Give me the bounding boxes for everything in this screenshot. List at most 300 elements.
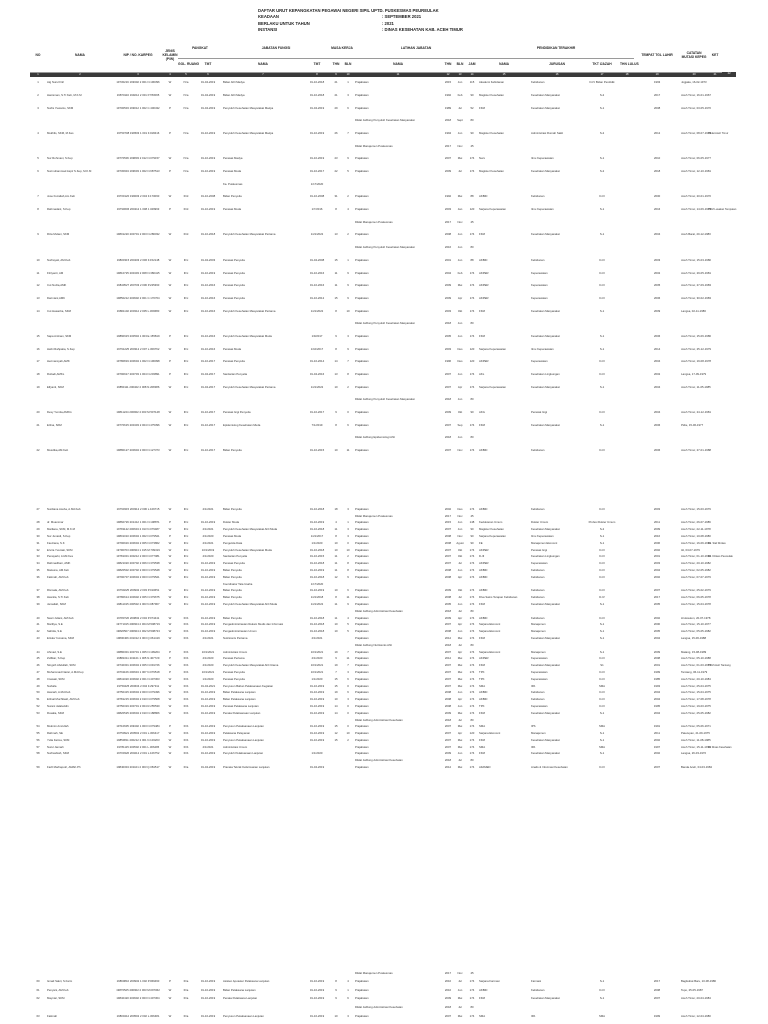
cell-latihan-thn: 2018 [444,397,452,402]
table-row [30,669,736,676]
table-row [30,203,736,216]
cell-nama: Hermansyah,AMK [47,359,70,364]
cell-nama: Cut Nurlia,AMK [47,283,67,288]
cell-tmt: 01-10-2019 [200,574,216,579]
cell-gol: III/b [183,622,189,627]
cell-jabatan-tmt: 01-10-2008 [309,194,325,199]
cell-ket [722,102,736,115]
cell-masa-bln: 3 [347,533,349,538]
cell-jabatan: Perawat Penyelia [223,669,245,674]
cell-jenis-kelamin: W [168,1013,172,1018]
cell-pendidikan: AKPER [479,561,489,566]
cell-spacer [620,601,634,608]
cell-pendidikan: AKPER [479,656,489,661]
cell-tmt: 01-10-2019 [200,731,216,736]
cell-no: 62 [36,996,40,1001]
cell-spacer [620,419,634,432]
cell-tmt [194,432,222,445]
cell-tahun-lulus [634,969,680,978]
cell-tahun-lulus: 2008 [653,656,661,661]
cell-ket [722,216,736,229]
cell-tempat-lahir: Aceh Timur, 30-02-1983 [681,295,711,300]
cell-nama: dr. Muammar [47,520,64,525]
cell-tmt: 01-10-2019 [200,724,216,729]
cell-jabatan-tmt: 1/21/2022 [310,308,324,313]
cell-jabatan: Perawat Penyelia [223,257,245,262]
cell-no: 35 [36,567,40,572]
cell-tahun-lulus: 2004 [653,710,661,715]
table-row [30,356,736,369]
cell-jenis-kelamin: P [169,207,171,212]
cell-latihan-jam: 174 [469,506,475,511]
cell-nip: 19811224 200902 2 003 M.507148 [116,410,160,415]
cell-masa-thn: 19 [334,649,338,654]
cell-tingkat: D-III [599,554,605,559]
cell-latihan-thn: 2017 [444,970,452,975]
table-row [30,216,736,229]
cell-masa-bln: 6 [347,422,349,427]
cell-latihan: Prajabatan [355,751,369,756]
cell-masa-thn: 10 [334,1013,338,1018]
cell-tahun-lulus: 2017 [653,92,661,97]
cell-tempat-lahir [680,642,708,649]
cell-nama: Hasnah, A.Md.Keb [47,690,71,695]
cell-latihan: Diklat Jabfung Administrasi Kesehatan [355,717,403,722]
column-number: 8 [304,72,330,77]
cell-jurusan: IPS [531,724,536,729]
cell-gol: IV/a [183,80,189,85]
cell-latihan: Diklat Manajemen Puskesmas [355,513,393,518]
cell-jabatan: Bidan Pelaksana Lanjutan [223,987,256,992]
cell-gol: III/c [183,359,189,364]
table-row [30,343,736,356]
cell-pendidikan: Diva Sains Terapan Kebidanan [479,595,518,600]
cell-gol [178,115,194,128]
cell-masa-bln: 0 [347,683,349,688]
cell-latihan-bln: Mei [457,156,463,161]
cell-catatan: Diklat Aceh Timur [708,132,729,136]
cell-tempat-lahir: Langsa, 15-06-1988 [681,635,707,640]
cell-pendidikan [478,318,530,331]
cell-latihan-bln [454,581,466,588]
cell-tingkat: S-1 [599,105,605,110]
cell-pendidikan: AKG [479,410,485,415]
cell-tmt: 01-10-2019 [200,979,216,984]
cell-jabatan-tmt: 01-10-2018 [309,547,325,552]
cell-latihan-bln: Mei [457,683,463,688]
cell-latihan: Prajabatan [355,506,369,511]
col-header-gol: GOL. RUANG [178,58,194,72]
cell-masa-thn: 10 [334,547,338,552]
document-header [258,8,542,33]
cell-jabatan-tmt [304,216,330,229]
cell-no: 1 [37,80,39,85]
cell-nip: 19790707 200604 2 003 N.079521 [116,574,160,579]
cell-jurusan: Dokter Umum [531,520,549,525]
cell-jabatan [222,717,304,724]
cell-tempat-lahir: Aceh Timur, 15-06-1986 [681,333,711,338]
cell-latihan-thn: 2008 [444,574,452,579]
cell-tmt: 01-10-2017 [200,422,216,427]
cell-no: 38 [36,595,40,600]
cell-gol: III/b [183,656,189,661]
cell-tmt: 01-10-2019 [200,703,216,708]
cell-jabatan-tmt: 1/17/2020 [310,581,324,586]
cell-nama [46,241,114,254]
cell-no: 45 [36,656,40,661]
cell-tempat-lahir: Aceh Timur, 05-05-1982 [681,629,711,634]
cell-tempat-lahir: Langsa, 02-11-1986 [681,308,706,313]
cell-latihan-jam: 88 [470,257,474,262]
cell-catatan [708,368,722,381]
cell-tingkat: D-III [599,676,605,681]
cell-nip: 19791225 200312 2 007 L.309762 [116,346,160,351]
cell-tingkat: SMA [598,724,606,729]
cell-masa-thn: 7 [335,669,337,674]
cell-ket [722,757,736,764]
cell-tempat-lahir: Aceh Timur, 11-08-1985 [681,737,711,742]
cell-masa-bln: 9 [347,156,349,161]
cell-jabatan: Bidan Penyelia [223,506,242,511]
cell-latihan-thn: 2007 [444,561,452,566]
cell-latihan: Prajabatan [355,601,369,606]
cell-tahun-lulus [634,642,680,649]
table-row [30,690,736,697]
cell-tmt: 10/1/2019 [201,547,215,552]
cell-latihan: Prajabatan [355,996,369,1001]
cell-spacer [620,635,634,642]
cell-masa-thn: 12 [334,731,338,736]
cell-catatan [708,986,722,995]
cell-tempat-lahir [680,178,708,191]
cell-latihan-jam: 45 [470,219,474,224]
cell-jabatan: Penata Pelaksana Lanjutan [223,996,258,1001]
cell-latihan: Prajabatan [355,656,369,661]
table-row [30,280,736,293]
cell-masa-thn: 10 [334,622,338,627]
cell-jenis-kelamin [162,1003,178,1012]
cell-spacer [620,520,634,527]
cell-nama: Yulia Fatma, SKM [47,737,70,742]
cell-latihan-thn: 2008 [444,703,452,708]
col-header-tmt: TMT [194,58,222,72]
cell-ket [722,978,736,987]
cell-masa-thn: 26 [334,130,338,135]
cell-nip: 19840527 200703 2 006 P.225360 [116,283,160,288]
cell-ket [722,444,736,457]
col-header-jab-nama: NAMA [222,58,304,72]
cell-jenis-kelamin [162,757,178,764]
cell-gol [178,969,194,978]
cell-catatan [708,635,722,642]
cell-masa-thn [330,608,342,615]
cell-ket [722,115,736,128]
cell-jenis-kelamin [162,642,178,649]
document-page-2 [0,500,768,902]
cell-latihan-jam: 174 [469,690,475,695]
cell-masa-thn [330,178,342,191]
cell-jabatan: Perawat Pelaksana Lanjutan [223,703,259,708]
cell-tempat-lahir: Aceh Timur, 12-10-1981 [681,169,711,174]
cell-nip: 19820507 200604 2 002 M.508723 [116,629,160,634]
cell-gol: III/c [183,422,189,427]
cell-tingkat: S-1 [599,751,605,756]
cell-tingkat [584,608,620,615]
cell-latihan-thn: 2018 [444,321,452,326]
cell-catatan [708,547,722,554]
cell-catatan [708,717,722,724]
cell-latihan: Prajabatan [355,690,369,695]
cell-tahun-lulus: 2005 [653,283,661,288]
cell-latihan: Prajabatan [355,283,369,288]
cell-latihan-jam: 174 [469,308,475,313]
cell-ket [722,969,736,978]
cell-nip [114,1003,162,1012]
cell-latihan-bln: Jun [457,703,463,708]
cell-tempat-lahir [680,394,708,407]
cell-catatan [708,241,722,254]
cell-latihan-jam: 174 [469,629,475,634]
cell-jurusan: Kesehatan Masyarakat [531,601,560,606]
cell-latihan-bln: Mei [457,194,463,199]
cell-tempat-lahir: Aceh Timur, 22-11-1978 [681,527,711,532]
cell-jenis-kelamin: W [168,987,172,992]
cell-ket [722,683,736,690]
cell-catatan [708,642,722,649]
cell-nip [114,216,162,229]
cell-latihan-thn: 2007 [444,669,452,674]
cell-gol [178,581,194,588]
cell-latihan-thn: 2009 [444,710,452,715]
cell-latihan-bln: Jun [457,520,463,525]
cell-pendidikan [478,178,530,191]
cell-masa-bln: 2 [347,232,349,237]
cell-nama: Rahmah, SE [47,731,63,736]
cell-nama: Penayarki, A.Md.Kes [47,554,73,559]
cell-latihan: Diklat Manajemen Puskesmas [355,970,393,975]
table-row [30,318,736,331]
cell-masa-thn: 8 [335,346,337,351]
cell-gol: III/b [183,683,189,688]
cell-no: 9 [37,232,39,237]
cell-nama [46,115,114,128]
cell-gol: III/c [183,595,189,600]
cell-pendidikan: AKPER [479,295,489,300]
cell-jenis-kelamin [162,178,178,191]
cell-latihan-jam: 45 [470,143,474,148]
cell-tahun-lulus: 2004 [653,232,661,237]
cell-latihan-thn: 1992 [444,92,452,97]
cell-ket [722,419,736,432]
cell-tahun-lulus: 2002 [653,751,661,756]
cell-latihan-jam: 174 [469,232,475,237]
cell-pendidikan [478,394,530,407]
cell-latihan-jam: 45 [470,970,474,975]
cell-latihan-bln: Apr [457,697,463,702]
cell-gol [178,717,194,724]
cell-latihan: Prajabatan [355,270,369,275]
cell-nip [114,318,162,331]
cell-tahun-lulus: 2002 [653,574,661,579]
cell-latihan-thn: 2015 [444,80,452,85]
cell-nama: Erlina, SKM [47,422,62,427]
cell-latihan-thn: 1994 [444,130,452,135]
cell-ket [722,520,736,527]
cell-ket [722,995,736,1004]
cell-latihan-bln: Mei [457,283,463,288]
cell-jabatan-tmt: 01-10-2016 [309,283,325,288]
cell-spacer [620,683,634,690]
cell-nip: 19810725 200403 2 008 N.380415 [116,270,160,275]
cell-jabatan-tmt [304,394,330,407]
cell-tempat-lahir: Aceh Timur, 15-11-1978 [681,744,711,749]
cell-jabatan-tmt: 1/1/2020 [311,751,323,756]
cell-jurusan: Kesehatan Masyarakat [531,663,560,668]
cell-pendidikan: FE [479,540,483,545]
cell-jurusan: Kesehatan Lingkungan [531,554,560,559]
cell-pendidikan [478,642,530,649]
cell-tingkat: SMA [598,744,606,749]
cell-jabatan: Penyusun Pelaksanaan Lanjutan [223,724,264,729]
col-header-masa-kerja: MASA KERJA [330,40,354,58]
cell-jabatan-tmt: 10/1/2021 [310,669,324,674]
cell-jurusan: Keperawatan [531,270,548,275]
cell-jabatan-tmt: 01-10-2019 [309,567,325,572]
cell-nama: Fatimah [47,1013,58,1018]
cell-nip [114,140,162,153]
cell-masa-bln [342,744,354,751]
cell-tmt: 01-04-2019 [200,105,216,110]
cell-pendidikan: Sarjana Keperawatan [479,346,506,351]
cell-jurusan: Ilmu Keperawatan [531,207,554,212]
cell-masa-thn: 18 [334,506,338,511]
cell-tahun-lulus [634,717,680,724]
cell-catatan [708,513,722,520]
cell-latihan-jam: 174 [469,615,475,620]
cell-no: 7 [37,194,39,199]
cell-jabatan-tmt: 10/1/2021 [310,649,324,654]
cell-latihan-thn: 2007 [444,676,452,681]
cell-masa-bln [342,764,354,771]
cell-spacer [620,730,634,737]
cell-jabatan: Penata Pelaksanaan Lanjutan [223,710,261,715]
cell-latihan-thn: 2007 [444,744,452,749]
cell-tahun-lulus: 2002 [653,270,661,275]
cell-latihan-bln: Nov [457,513,463,518]
cell-nama [46,757,114,764]
cell-jurusan: Keperawatan [531,669,548,674]
cell-nama: Hanisman, S.Tr.Keb, M.K.M [47,92,82,97]
cell-pendidikan: AKPER [479,359,489,364]
cell-tempat-lahir [680,717,708,724]
cell-no: 19 [36,384,40,389]
cell-tingkat: S-1 [599,710,605,715]
cell-spacer [620,127,634,140]
cell-spacer [620,241,634,254]
cell-jenis-kelamin: W [168,622,172,627]
cell-nama: Fazil Marhaputri, AMAK.Ph [47,765,81,770]
cell-nip [114,581,162,588]
cell-pendidikan: FKM [479,751,485,756]
cell-nip: 19780614 200902 2 005 N.379675 [116,595,160,600]
cell-tingkat: S-1 [599,384,605,389]
cell-latihan-jam: 174 [469,656,475,661]
cell-latihan-jam: 174 [469,156,475,161]
cell-nama: Mukmin Amrullah [47,724,69,729]
cell-pendidikan [478,969,530,978]
cell-nip: 19781215 200604 2 010 N.079508 [116,697,160,702]
cell-tahun-lulus [634,140,680,153]
cell-nip: 19781122 200604 2 013 N.079487 [116,527,160,532]
cell-jabatan [222,969,304,978]
cell-tmt: 01-10-2019 [200,1013,216,1018]
cell-tmt: 4/1/2020 [202,656,214,661]
cell-tmt [194,581,222,588]
header-key-tahun: BERLAKU UNTUK TAHUN [258,20,310,26]
cell-jenis-kelamin: P [169,169,171,174]
table-row [30,165,736,178]
cell-latihan-thn: 1989 [444,105,452,110]
cell-masa-bln: 5 [347,622,349,627]
cell-spacer [620,615,634,622]
cell-tingkat: S-2 [599,169,605,174]
cell-masa-thn: 8 [335,308,337,313]
cell-tempat-lahir: Pidie, 15-06-1977 [681,422,704,427]
cell-latihan-jam: 80 [470,435,474,440]
cell-pendidikan: SMA [479,683,486,688]
cell-ket [722,717,736,724]
cell-masa-thn: 15 [334,683,338,688]
cell-nama: Darmiani,AMK [47,295,66,300]
cell-tmt: 01-10-2019 [200,737,216,742]
cell-latihan-bln: Feb [457,92,463,97]
cell-masa-bln: 6 [347,588,349,593]
cell-latihan-bln: Jun [457,690,463,695]
cell-latihan: Prajabatan [355,130,369,135]
table-row [30,744,736,751]
cell-tingkat [584,513,620,520]
cell-tingkat: D-III [599,697,605,702]
cell-gol [178,216,194,229]
cell-tahun-lulus: 2005 [653,629,661,634]
cell-latihan-jam: 120 [469,207,475,212]
cell-ket [722,696,736,703]
cell-masa-bln [342,757,354,764]
cell-no [30,513,46,520]
cell-spacer [620,588,634,595]
cell-tahun-lulus: 2007 [653,996,661,1001]
cell-spacer [620,356,634,369]
cell-latihan-jam: 174 [469,635,475,640]
cell-latihan-jam: 174 [469,270,475,275]
cell-jenis-kelamin [162,581,178,588]
cell-tingkat: S-1 [599,635,605,640]
cell-jabatan-tmt: 01-10-2019 [309,697,325,702]
cell-latihan-thn: 2004 [444,270,452,275]
cell-tingkat: D-III [599,270,605,275]
column-number: 12 [442,72,454,77]
cell-nama: Fitriyanti, AM [47,270,64,275]
cell-no: 39 [36,601,40,606]
cell-gol: III/c [183,283,189,288]
cell-jurusan [530,178,584,191]
cell-masa-bln: 5 [347,629,349,634]
cell-jabatan-tmt: 01-10-2012 [309,295,325,300]
cell-latihan: Prajabatan [355,669,369,674]
cell-no: 30 [36,533,40,538]
cell-nama: Nurul Jannah [47,744,64,749]
cell-spacer [620,751,634,758]
